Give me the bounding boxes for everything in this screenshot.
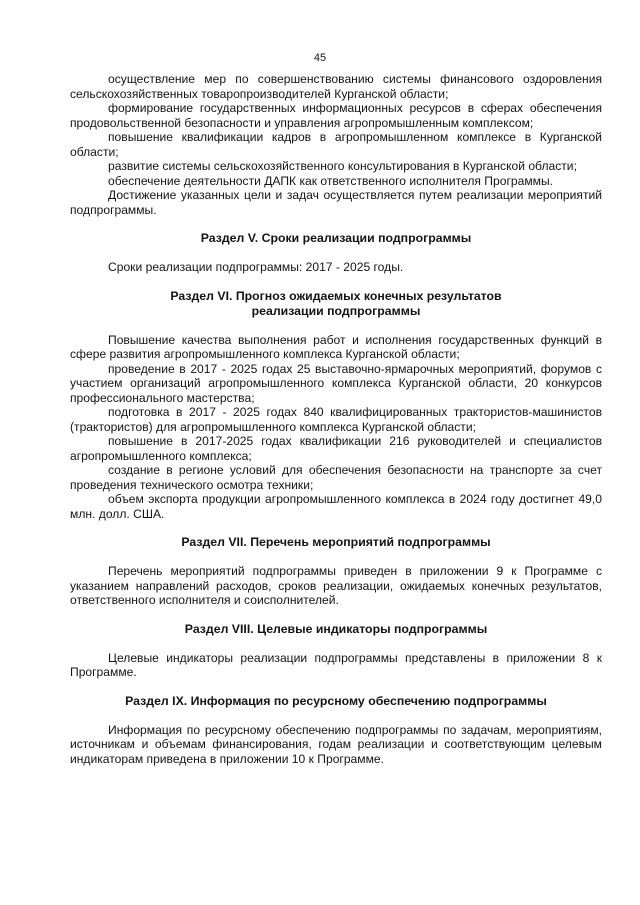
paragraph-exhibitions: проведение в 2017 - 2025 годах 25 выставочно-ярмарочных мероприятий, форумов с участием организаций агропромышленного комплекса Курганской области, 20 конкурсов профессионального мастерства; — [70, 361, 602, 405]
paragraph-managers-training: повышение в 2017-2025 годах квалификации 216 руководителей и специалистов агропромышленного комплекса; — [70, 434, 602, 463]
section-8-heading: Раздел VIII. Целевые индикаторы подпрограммы — [184, 621, 488, 636]
section-6-heading-line-1: Раздел VI. Прогноз ожидаемых конечных результатов — [170, 288, 502, 303]
paragraph-quality-improvement: Повышение качества выполнения работ и исполнения государственных функций в сфере развития агропромышленного комплекса Курганской области; — [70, 332, 602, 361]
section-8-text: Целевые индикаторы реализации подпрограммы представлены в приложении 8 к Программе. — [70, 650, 602, 679]
section-5-heading: Раздел V. Сроки реализации подпрограммы — [200, 231, 472, 245]
section-7-text: Перечень мероприятий подпрограммы приведен в приложении 9 к Программе с указанием направлений расходов, сроков реализации, ожидаемых конечных результатов, ответственного исполнителя и соисполнителей. — [70, 564, 602, 607]
paragraph-dapk-activity: обеспечение деятельности ДАПК как ответственного исполнителя Программы. — [108, 173, 553, 188]
document-body — [70, 72, 602, 766]
section-9-heading: Раздел IX. Информация по ресурсному обеспечению подпрограммы — [125, 693, 547, 708]
section-5-text: Сроки реализации подпрограммы: 2017 - 2025 годы. — [108, 260, 404, 274]
paragraph-goals-achievement: Достижение указанных цели и задач осуществляется путем реализации мероприятий подпрограммы. — [70, 188, 602, 217]
paragraph-financial-recovery: осуществление мер по совершенствованию системы финансового оздоровления сельскохозяйственных товаропроизводителей Курганской области; — [70, 72, 602, 101]
paragraph-export-volume: объем экспорта продукции агропромышленного комплекса в 2024 году достигнет 49,0 млн. долл. США. — [70, 492, 602, 521]
section-6-heading-line-2: реализации подпрограммы — [251, 303, 421, 318]
paragraph-staff-qualification: повышение квалификации кадров в агропромышленном комплексе в Курганской области; — [70, 130, 602, 159]
section-9-text: Информация по ресурсному обеспечению подпрограммы по задачам, мероприятиям, источникам и объемам финансирования, годам реализации и соответствующим целевым индикаторам приведена в приложении 10 к Программе. — [70, 722, 602, 766]
paragraph-consulting-system: развитие системы сельскохозяйственного консультирования в Курганской области; — [108, 159, 577, 173]
page-number: 45 — [313, 52, 327, 64]
section-6-heading — [70, 289, 602, 319]
section-7-heading: Раздел VII. Перечень мероприятий подпрограммы — [181, 535, 491, 549]
paragraph-transport-safety: создание в регионе условий для обеспечения безопасности на транспорте за счет проведения технического осмотра техники; — [70, 463, 602, 492]
paragraph-information-resources: формирование государственных информационных ресурсов в сферах обеспечения продовольственной безопасности и управления агропромышленным комплексом; — [70, 101, 602, 130]
paragraph-tractor-drivers: подготовка в 2017 - 2025 годах 840 квалифицированных трактористов-машинистов (трактористов) для агропромышленного комплекса Курганской области; — [70, 405, 602, 434]
